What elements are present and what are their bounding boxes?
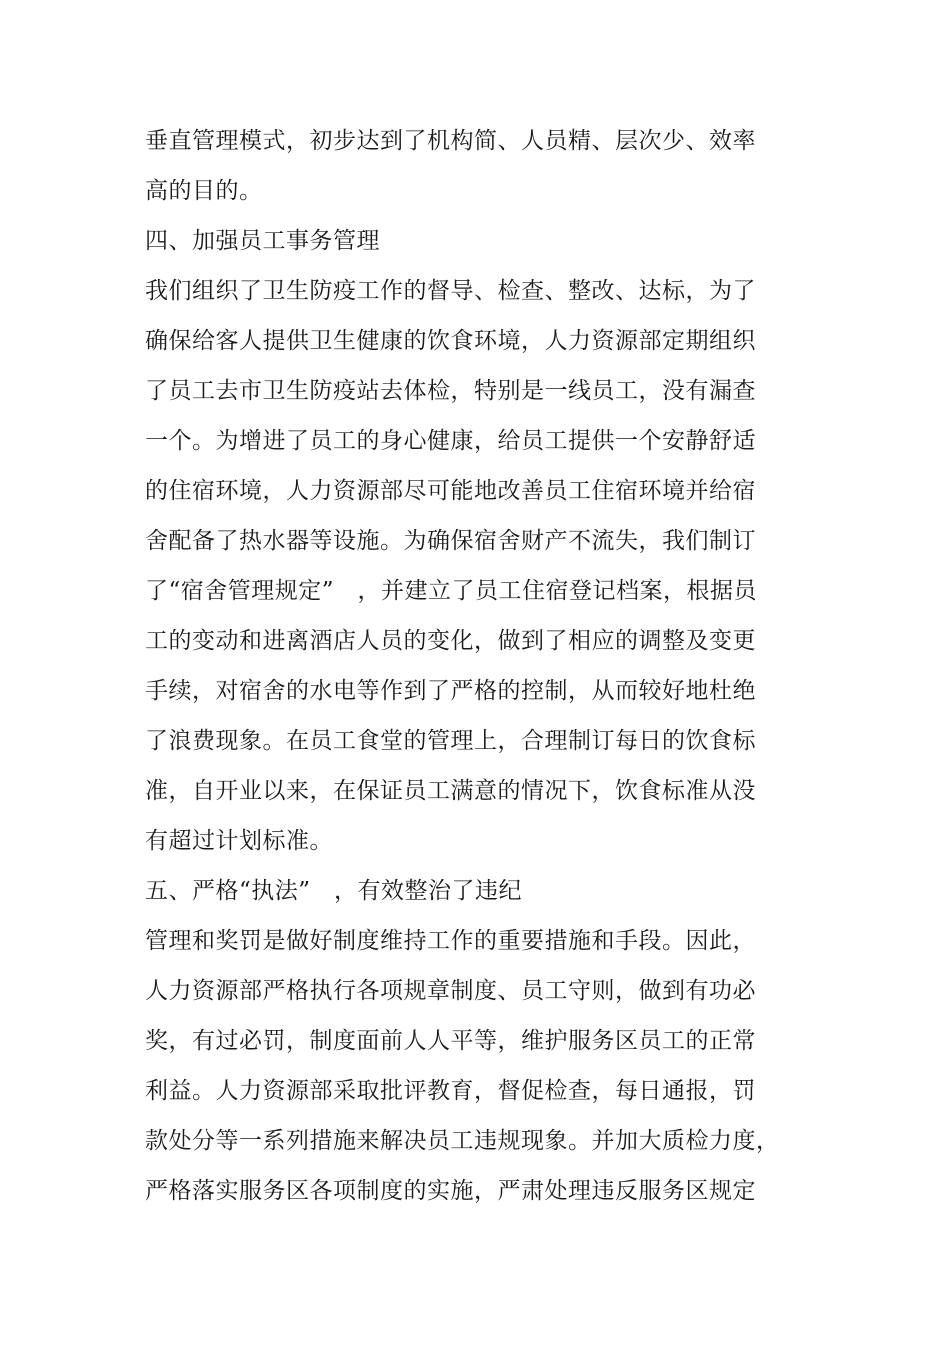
text-line: 人力资源部严格执行各项规章制度、员工守则，做到有功必 xyxy=(145,978,756,1004)
text-line: 工的变动和进离酒店人员的变化，做到了相应的调整及变更 xyxy=(145,628,756,654)
text-line: 奖，有过必罚，制度面前人人平等，维护服务区员工的正常 xyxy=(145,1028,756,1054)
text-line: 我们组织了卫生防疫工作的督导、检查、整改、达标，为了 xyxy=(145,278,756,304)
text-line: 了浪费现象。在员工食堂的管理上，合理制订每日的饮食标 xyxy=(145,728,756,754)
text-line: 准，自开业以来，在保证员工满意的情况下，饮食标准从没 xyxy=(145,778,756,804)
text-line: 手续，对宿舍的水电等作到了严格的控制，从而较好地杜绝 xyxy=(145,678,756,704)
text-line: 利益。人力资源部采取批评教育，督促检查，每日通报，罚 xyxy=(145,1078,756,1104)
text-line: 确保给客人提供卫生健康的饮食环境，人力资源部定期组织 xyxy=(145,328,756,354)
text-line: 严格落实服务区各项制度的实施，严肃处理违反服务区规定 xyxy=(145,1178,756,1204)
text-line: 管理和奖罚是做好制度维持工作的重要措施和手段。因此， xyxy=(145,928,756,954)
text-line: 的住宿环境，人力资源部尽可能地改善员工住宿环境并给宿 xyxy=(145,478,756,504)
body-text xyxy=(145,116,845,1216)
text-line: 一个。为增进了员工的身心健康，给员工提供一个安静舒适 xyxy=(145,428,756,454)
text-line: 款处分等一系列措施来解决员工违规现象。并加大质检力度， xyxy=(145,1128,780,1154)
text-line: 高的目的。 xyxy=(145,178,263,204)
text-line: 垂直管理模式，初步达到了机构简、人员精、层次少、效率 xyxy=(145,128,756,154)
section-heading: 五、严格“执法” ，有效整治了违纪 xyxy=(145,878,523,904)
text-line: 有超过计划标准。 xyxy=(145,828,333,854)
text-line: 了员工去市卫生防疫站去体检，特别是一线员工，没有漏查 xyxy=(145,378,756,404)
text-line: 舍配备了热水器等设施。为确保宿舍财产不流失，我们制订 xyxy=(145,528,756,554)
section-heading: 四、加强员工事务管理 xyxy=(145,228,380,254)
text-line: 了“宿舍管理规定” ，并建立了员工住宿登记档案，根据员 xyxy=(145,578,758,604)
